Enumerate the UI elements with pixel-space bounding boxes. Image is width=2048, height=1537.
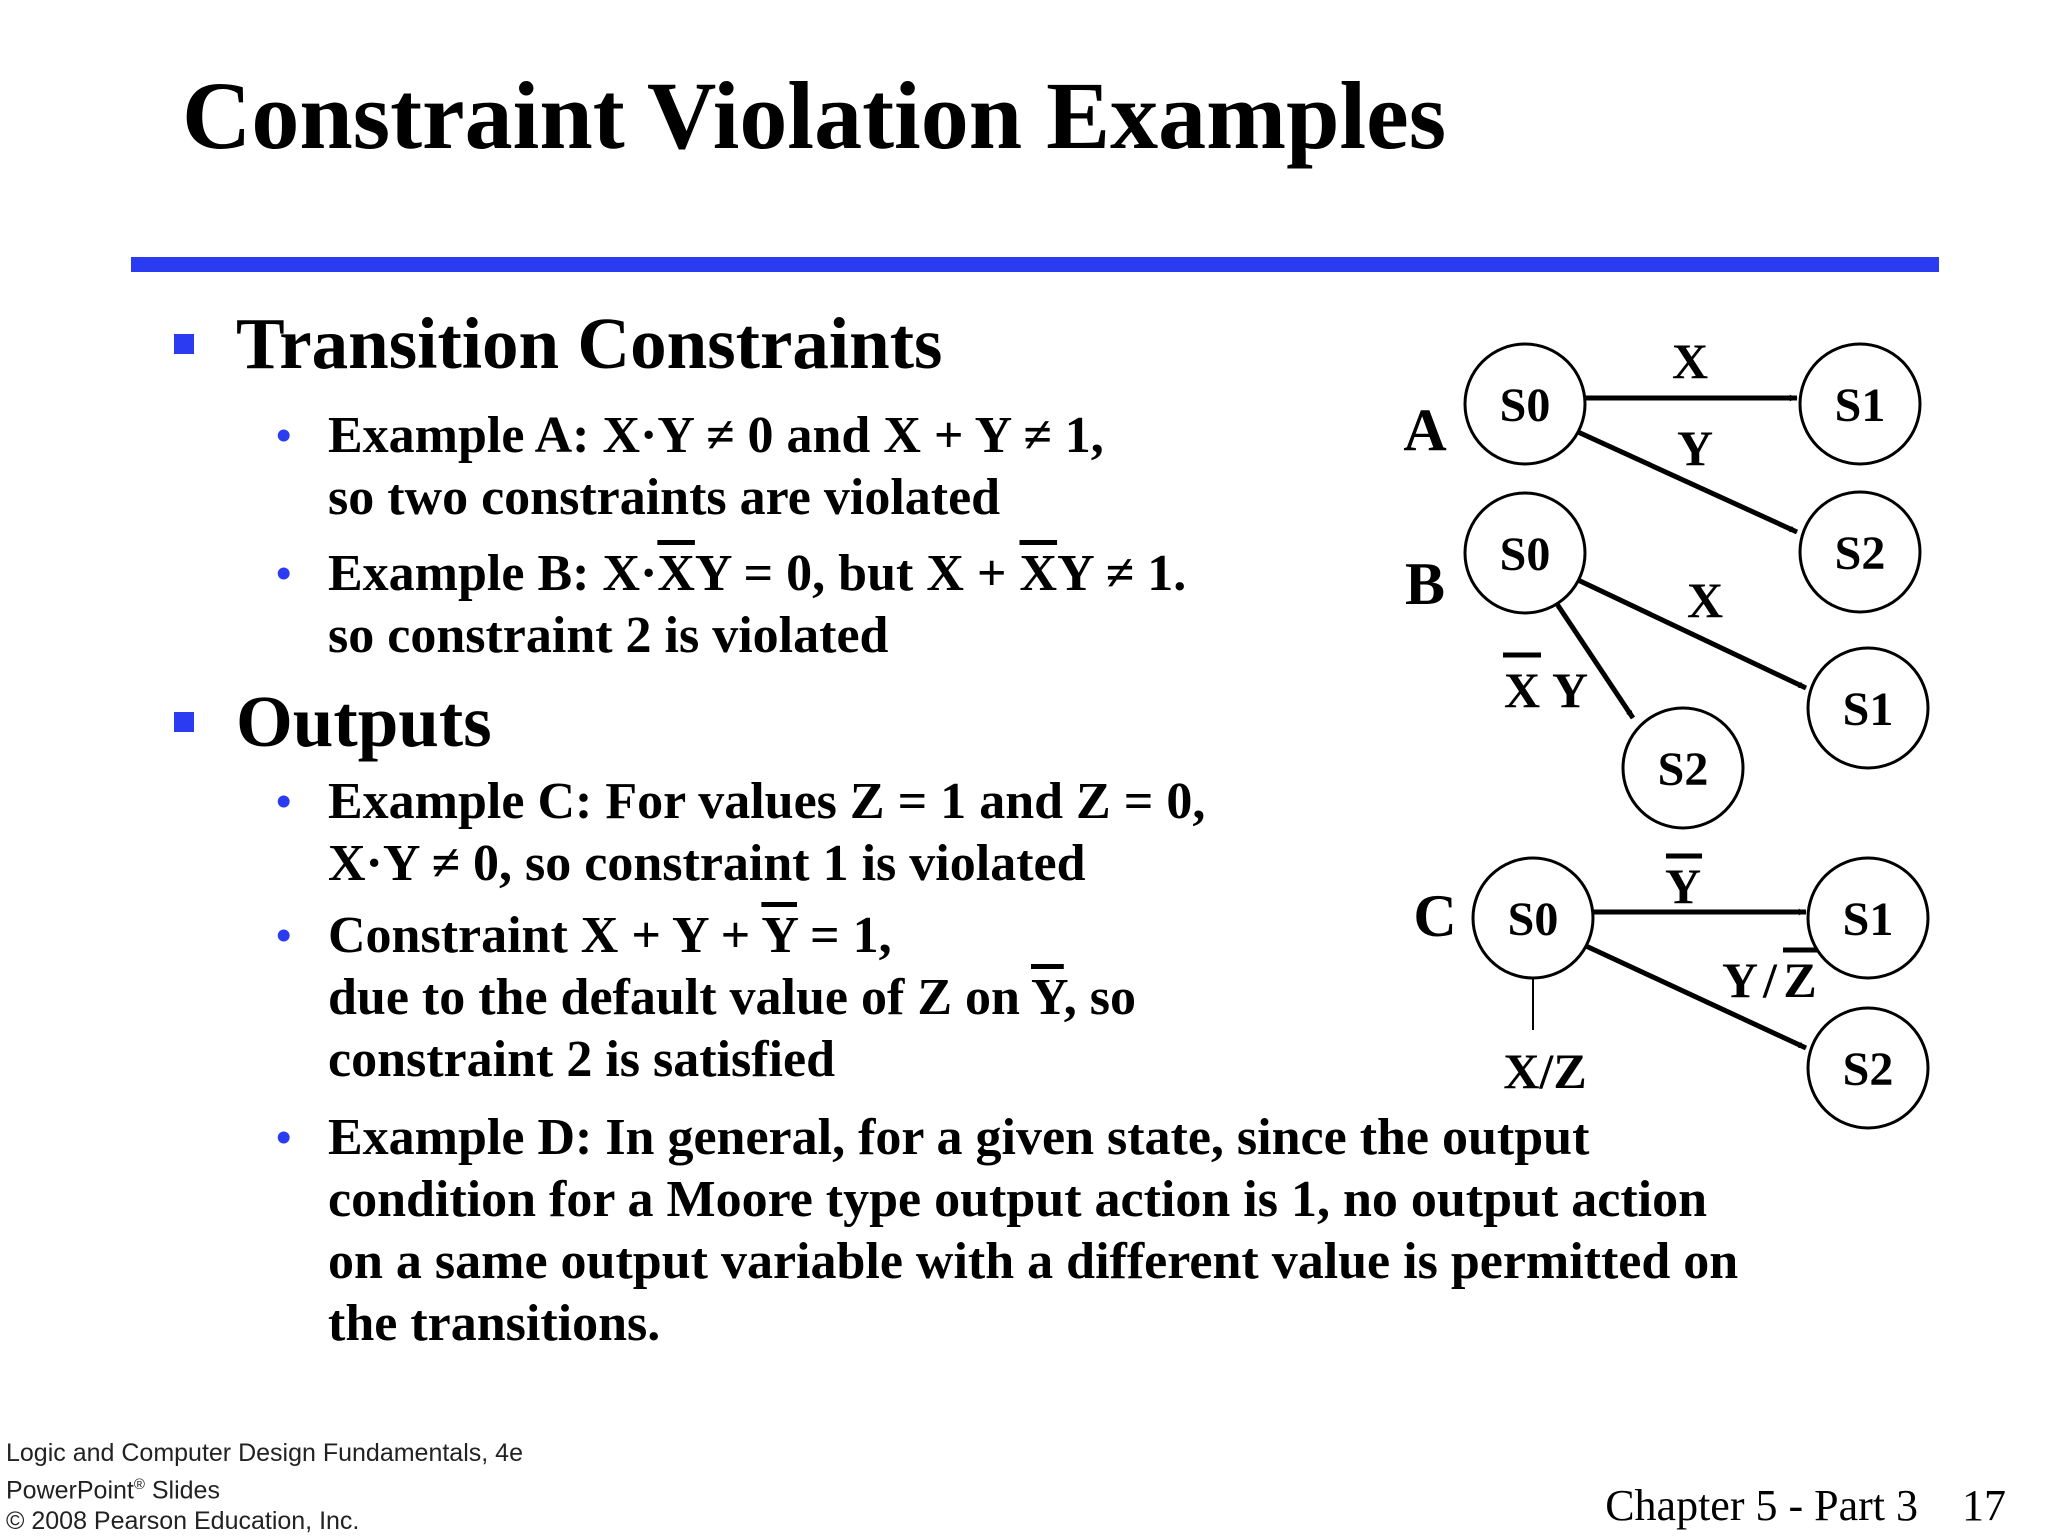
- state-label: S2: [1657, 743, 1709, 796]
- state-label: S1: [1842, 683, 1894, 736]
- footer-page-info: [1605, 1480, 2006, 1531]
- round-bullet-icon: •: [276, 411, 292, 460]
- state-label: S1: [1834, 379, 1886, 432]
- edge-label-c-slash: /: [1763, 952, 1777, 1008]
- footer-copyright: © 2008 Pearson Education, Inc.: [6, 1507, 360, 1536]
- round-bullet-icon: •: [276, 777, 292, 826]
- edge-label-c-y: Y: [1721, 952, 1759, 1008]
- edge-label-b-x: X: [1686, 572, 1724, 628]
- diagram-label-a: A: [1403, 397, 1447, 463]
- bullet-line: so two constraints are violated: [328, 469, 1001, 526]
- footer-book: Logic and Computer Design Fundamentals, 4e: [6, 1439, 523, 1467]
- footer-credits: [6, 1438, 523, 1537]
- state-label: S0: [1507, 893, 1559, 946]
- edge-label-c-zbar: Z: [1783, 952, 1817, 1008]
- diagram-label-b: B: [1404, 551, 1446, 617]
- bullet-line: condition for a Moore type output action is 1, no output action: [328, 1171, 1708, 1228]
- bullet-line: due to the default value of Z on $\overline{Y}$, so: [328, 969, 1137, 1026]
- state-label: S2: [1834, 527, 1886, 580]
- moore-output-label: X/Z: [1503, 1043, 1587, 1099]
- edge-label-c-ybar: Y: [1664, 858, 1702, 914]
- round-bullet-icon: •: [276, 549, 292, 598]
- page-number: 17: [1962, 1481, 2006, 1530]
- state-label: S0: [1499, 379, 1551, 432]
- edge-label-a-x: X: [1671, 333, 1709, 389]
- bullet-line: so constraint 2 is violated: [328, 607, 889, 664]
- section-heading: Transition Constraints: [236, 303, 943, 384]
- state-label: S2: [1842, 1043, 1894, 1096]
- edge-label-b-xbar: X: [1503, 662, 1541, 718]
- diagram-label-c: C: [1413, 883, 1457, 949]
- bullet-line: X·Y ≠ 0, so constraint 1 is violated: [328, 835, 1086, 892]
- bullet-line: on a same output variable with a different value is permitted on: [328, 1233, 1739, 1290]
- section-heading: Outputs: [236, 681, 492, 762]
- bullet-line: constraint 2 is satisfied: [328, 1031, 835, 1088]
- round-bullet-icon: •: [276, 1113, 292, 1162]
- bullet-line: Example C: For values Z = 1 and Z = 0,: [328, 773, 1206, 830]
- round-bullet-icon: •: [276, 911, 292, 960]
- bullet-line: Example A: X·Y ≠ 0 and X + Y ≠ 1,: [328, 407, 1104, 464]
- footer-slides: PowerPoint® Slides: [6, 1476, 220, 1505]
- edge-label-a-y: Y: [1676, 420, 1714, 476]
- bullet-line: Constraint $X + Y + \overline{Y} = 1$,: [328, 907, 892, 964]
- state-label: S0: [1499, 528, 1551, 581]
- footer-chapter: Chapter 5 - Part 3: [1605, 1481, 1918, 1530]
- slide-title: Constraint Violation Examples: [182, 62, 1447, 169]
- bullet-line: the transitions.: [328, 1295, 661, 1352]
- bullet-line: Example B: $X\cdot\overline{X}Y = 0$, but $X + \overline{X}Y \ne 1$.: [328, 545, 1187, 602]
- bullet-line: Example D: In general, for a given state, since the output: [328, 1109, 1590, 1166]
- state-label: S1: [1842, 893, 1894, 946]
- edge-label-b-y: Y: [1551, 662, 1589, 718]
